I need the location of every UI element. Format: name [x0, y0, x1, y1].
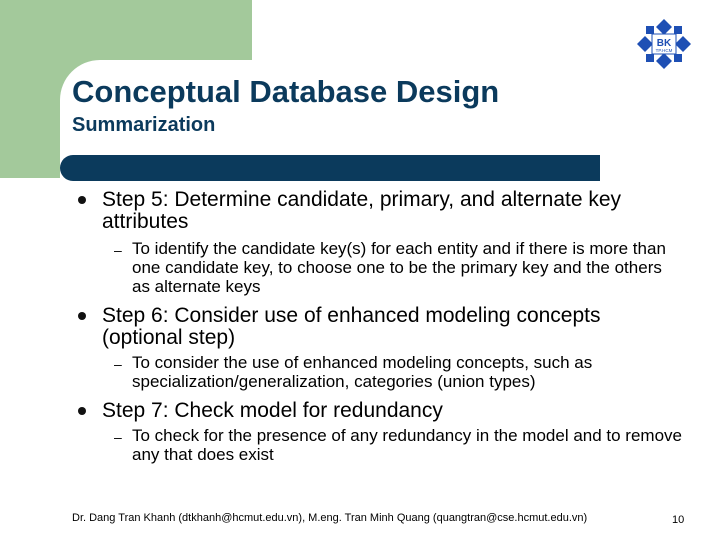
dash-marker: – — [114, 356, 122, 372]
footer-authors: Dr. Dang Tran Khanh (dtkhanh@hcmut.edu.vn), M.eng. Tran Minh Quang (quangtran@cse.hcmut.edu.vn) — [72, 512, 588, 524]
bullet-dot — [78, 196, 86, 204]
sub-bullet-step-5: To identify the candidate key(s) for each entity and if there is more than one candidate key, to choose one to be the primary key and the others as alternate keys — [132, 239, 666, 296]
dash-marker: – — [114, 429, 122, 445]
page-number: 10 — [672, 514, 685, 526]
bullet-step-7: Step 7: Check model for redundancy — [102, 399, 443, 422]
bullet-step-5: Step 5: Determine candidate, primary, and alternate key attributes — [102, 188, 622, 233]
bullet-step-6: Step 6: Consider use of enhanced modeling concepts (optional step) — [102, 304, 601, 349]
sub-bullet-step-7: To check for the presence of any redundancy in the model and to remove any that does exist — [132, 426, 682, 464]
dash-marker: – — [114, 242, 122, 258]
bullet-dot — [78, 312, 86, 320]
logo-text-top: BK — [656, 38, 672, 49]
bullet-dot — [78, 407, 86, 415]
slide-title: Conceptual Database Design — [72, 74, 500, 109]
slide-subtitle: Summarization — [72, 114, 216, 136]
logo-text-bottom: TP.HCM — [655, 48, 673, 53]
sub-bullet-step-6: To consider the use of enhanced modeling concepts, such as specialization/generalization, categories (union types) — [132, 353, 593, 391]
